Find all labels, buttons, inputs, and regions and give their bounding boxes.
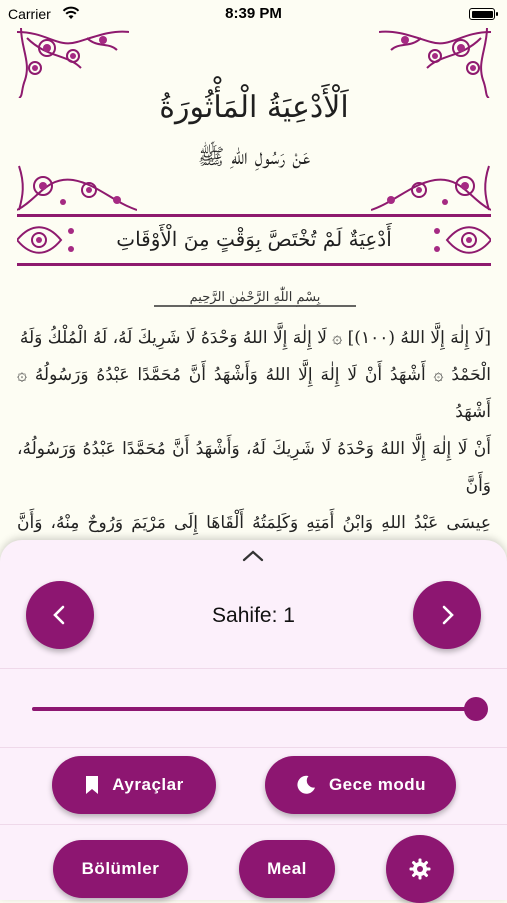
meal-button[interactable] <box>239 840 335 898</box>
bookmarks-button[interactable] <box>52 756 216 814</box>
section-title: أَدْعِيَةٌ لَمْ تُخْتَصَّ بِوَقْتٍ مِنَ الْأَوْقَاتِ <box>116 227 392 251</box>
section-title-bar <box>17 214 491 266</box>
text-line: أَنْ لَا إِلٰهَ إِلَّا اللهُ وَحْدَهُ لَا شَرِيكَ لَهُ، وَأَشْهَدُ أَنَّ مُحَمَّدًا عَبْدُهُ وَرَسُولُهُ، وَأَنَّ <box>17 439 491 496</box>
book-title: اَلْأَدْعِيَةُ الْمَأْثُورَةُ <box>159 90 349 125</box>
divider <box>0 824 507 825</box>
bookmark-icon <box>84 775 100 795</box>
sections-label: Bölümler <box>81 859 160 878</box>
battery-icon <box>469 8 495 20</box>
settings-button[interactable] <box>386 835 454 903</box>
night-mode-label: Gece modu <box>328 775 427 794</box>
carrier-label: Carrier <box>8 6 51 22</box>
night-mode-button[interactable] <box>265 756 456 814</box>
book-subtitle: عَنْ رَسُولِ اللهِ ﷺ <box>197 145 311 170</box>
previous-page-button[interactable] <box>26 581 94 649</box>
sections-button[interactable] <box>53 840 188 898</box>
page-slider-thumb[interactable] <box>464 697 488 721</box>
divider <box>0 668 507 669</box>
gear-icon <box>408 857 432 881</box>
reader-controls-sheet <box>0 540 507 900</box>
page-indicator: Sahife: 1 <box>212 604 295 627</box>
corner-ornament-top-left <box>17 28 129 98</box>
chevron-right-icon <box>436 604 458 626</box>
basmala-text: بِسْمِ اللّٰهِ الرَّحْمٰنِ الرَّحِيمِ <box>189 290 321 305</box>
corner-ornament-top-right <box>379 28 491 98</box>
basmala-calligraphy <box>150 282 360 312</box>
text-line: [لَا إِلٰهَ إِلَّا اللهُ (١٠٠)] ۞ لَا إِلٰهَ إِلَّا اللهُ وَحْدَهُ لَا شَرِيكَ لَهُ، لَهُ الْمُلْكُ وَلَهُ <box>19 328 491 348</box>
divider <box>0 747 507 748</box>
chevron-left-icon <box>49 604 71 626</box>
collapse-chevron-icon[interactable] <box>241 548 265 564</box>
status-bar <box>0 0 507 28</box>
ornamental-header <box>17 28 491 268</box>
next-page-button[interactable] <box>413 581 481 649</box>
text-line: عِيسَى عَبْدُ اللهِ وَابْنُ أَمَتِهِ وَكَلِمَتُهُ أَلْقَاهَا إِلَى مَرْيَمَ وَرُوحٌ مِنْهُ، وَأَنَّ <box>17 513 491 533</box>
meal-label: Meal <box>267 859 307 878</box>
bookmarks-label: Ayraçlar <box>112 775 184 794</box>
page-slider-progress <box>32 707 476 711</box>
text-line: الْحَمْدُ ۞ أَشْهَدُ أَنْ لَا إِلٰهَ إِلَّا اللهُ وَأَشْهَدُ أَنَّ مُحَمَّدًا عَبْدُهُ وَرَسُولُهُ ۞ أَشْهَدُ <box>17 365 491 422</box>
status-time: 8:39 PM <box>225 5 282 22</box>
moon-icon <box>295 774 317 796</box>
